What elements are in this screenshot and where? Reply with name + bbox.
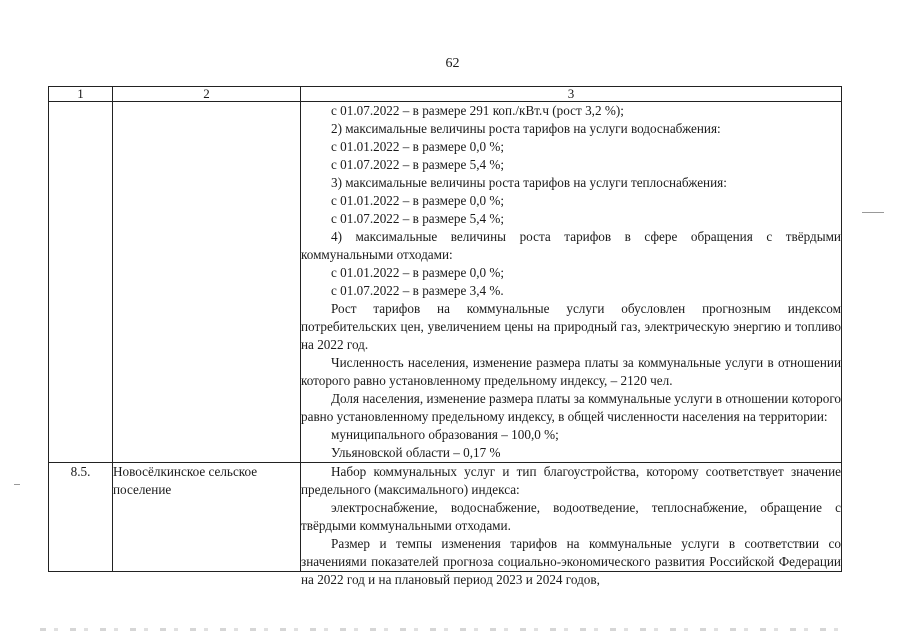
header-col-1: 1 xyxy=(49,87,113,102)
header-col-3: 3 xyxy=(301,87,842,102)
paragraph: Рост тарифов на коммунальные услуги обусловлен прогнозным индексом потребительских цен, увеличением цены на природный газ, электрическую энергию и топливо на 2022 год. xyxy=(301,301,841,352)
paragraph: 2) максимальные величины роста тарифов на услуги водоснабжения: xyxy=(331,121,721,136)
table-row xyxy=(49,463,842,572)
paragraph: электроснабжение, водоснабжение, водоотведение, теплоснабжение, обращение с твёрдыми коммунальными отходами. xyxy=(301,500,841,533)
paragraph: с 01.07.2022 – в размере 5,4 %; xyxy=(331,211,505,226)
paragraph: с 01.07.2022 – в размере 291 коп./кВт.ч (рост 3,2 %); xyxy=(331,103,624,118)
table-header xyxy=(49,87,842,102)
row2-number: 8.5. xyxy=(49,463,113,572)
paragraph: муниципального образования – 100,0 %; xyxy=(331,427,559,442)
paragraph: Ульяновской области – 0,17 % xyxy=(331,445,501,460)
scan-mark xyxy=(862,212,884,213)
row1-content xyxy=(301,102,842,463)
table-row xyxy=(49,102,842,463)
row2-content xyxy=(301,463,842,587)
paragraph: с 01.01.2022 – в размере 0,0 %; xyxy=(331,265,505,280)
paragraph: Размер и темпы изменения тарифов на коммунальные услуги в соответствии со значениями показателей прогноза социально-экономического развития Российской Федерации на 2022 год и на плановый период 2023 и 2024 годов, xyxy=(301,536,841,587)
paragraph: с 01.07.2022 – в размере 3,4 %. xyxy=(331,283,504,298)
paragraph: 3) максимальные величины роста тарифов на услуги теплоснабжения: xyxy=(331,175,727,190)
row2-content-clip xyxy=(301,463,841,587)
paragraph: Численность населения, изменение размера платы за коммунальные услуги в отношении которого равно установленному предельному индексу, – 2120 чел. xyxy=(301,355,841,388)
tariff-table xyxy=(48,86,842,587)
row1-name xyxy=(113,102,301,463)
paragraph: с 01.01.2022 – в размере 0,0 %; xyxy=(331,139,505,154)
paragraph: 4) максимальные величины роста тарифов в сфере обращения с твёрдыми коммунальными отходами: xyxy=(301,229,841,262)
scan-artifact-line xyxy=(40,628,840,631)
paragraph: с 01.01.2022 – в размере 0,0 %; xyxy=(331,193,505,208)
header-col-2: 2 xyxy=(113,87,301,102)
scan-mark xyxy=(14,484,20,485)
paragraph: с 01.07.2022 – в размере 5,4 %; xyxy=(331,157,505,172)
page-number: 62 xyxy=(445,56,460,71)
paragraph: Набор коммунальных услуг и тип благоустройства, которому соответствует значение предельного (максимального) индекса: xyxy=(301,464,841,497)
paragraph: Доля населения, изменение размера платы за коммунальные услуги в отношении которого равно установленному предельному индексу, в общей численности населения на территории: xyxy=(301,391,841,424)
row1-number xyxy=(49,102,113,463)
row2-name: Новосёлкинское сельское поселение xyxy=(113,463,301,572)
